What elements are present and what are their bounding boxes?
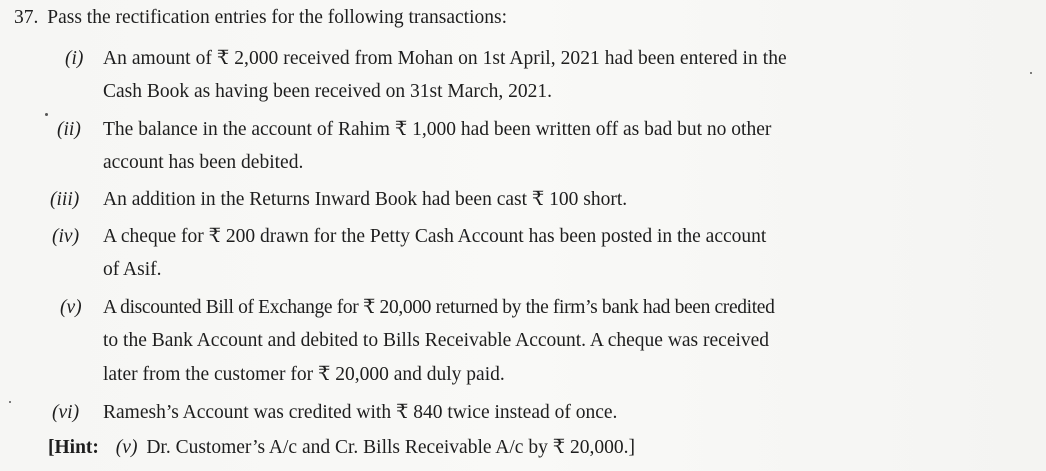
item-iv-line-1: A cheque for ₹ 200 drawn for the Petty Cash Account has been posted in the account — [103, 226, 767, 247]
hint-label: [Hint: — [48, 437, 99, 458]
scan-speck — [45, 113, 48, 116]
item-i-line-1: An amount of ₹ 2,000 received from Mohan on 1st April, 2021 had been entered in the — [103, 48, 787, 69]
scan-speck — [1030, 72, 1032, 74]
item-v-line-2: to the Bank Account and debited to Bills Receivable Account. A cheque was received — [103, 330, 770, 351]
question-number: 37. — [14, 7, 39, 28]
hint-text: Dr. Customer’s A/c and Cr. Bills Receivable A/c by ₹ 20,000.] — [146, 437, 635, 458]
item-label-ii: (ii) — [57, 119, 81, 140]
item-iv-line-2: of Asif. — [103, 259, 162, 280]
hint-sub-label: (v) — [115, 437, 138, 458]
question-heading-line — [14, 6, 507, 30]
item-v-line-3: later from the customer for ₹ 20,000 and duly paid. — [103, 364, 505, 385]
item-label-i: (i) — [65, 48, 84, 69]
item-iii-line-1: An addition in the Returns Inward Book had been cast ₹ 100 short. — [103, 189, 628, 210]
hint-line — [48, 436, 635, 460]
item-ii-line-1: The balance in the account of Rahim ₹ 1,000 had been written off as bad but no other — [103, 119, 772, 140]
item-label-v: (v) — [60, 297, 82, 318]
item-ii-line-2: account has been debited. — [103, 152, 304, 173]
item-label-iv: (iv) — [52, 226, 80, 247]
item-label-iii: (iii) — [50, 189, 80, 210]
question-heading: Pass the rectification entries for the following transactions: — [47, 7, 507, 28]
item-label-vi: (vi) — [52, 402, 80, 423]
scan-speck — [9, 401, 11, 403]
item-i-line-2: Cash Book as having been received on 31st March, 2021. — [103, 81, 552, 102]
item-vi-line-1: Ramesh’s Account was credited with ₹ 840 twice instead of once. — [103, 402, 618, 423]
item-v-line-1: A discounted Bill of Exchange for ₹ 20,000 returned by the firm’s bank had been credited — [103, 297, 775, 318]
